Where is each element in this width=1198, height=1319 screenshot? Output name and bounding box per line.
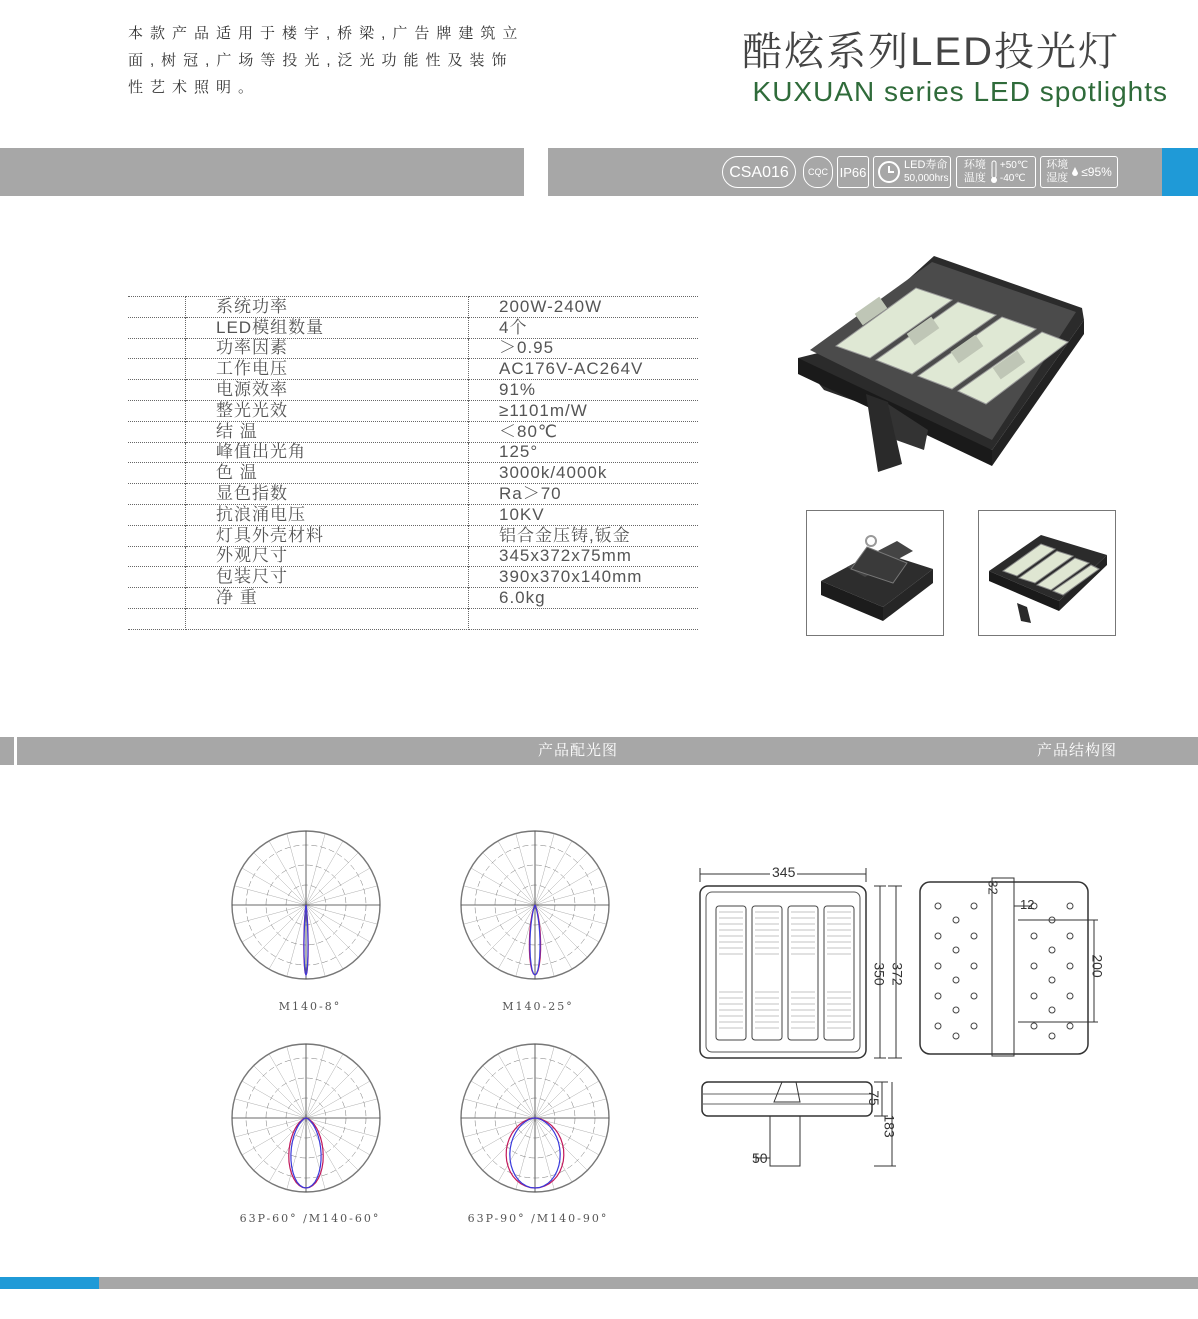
life-label: LED寿命 xyxy=(904,159,948,171)
spec-label: 净 重 xyxy=(186,588,469,609)
dim-12: 12 xyxy=(1020,897,1035,912)
spec-value: 10KV xyxy=(469,504,699,525)
spec-spacer xyxy=(128,359,186,380)
product-photo-main xyxy=(796,254,1090,480)
spec-label: 系统功率 xyxy=(186,297,469,318)
spec-spacer xyxy=(128,297,186,318)
page-title: 酷炫系列LED投光灯 xyxy=(742,30,1120,74)
life-value: 50,000hrs xyxy=(904,173,949,184)
polar-caption-4: 63P-90° /M140-90° xyxy=(467,1212,609,1225)
dim-372: 372 xyxy=(889,962,906,986)
spec-value: 390x370x140mm xyxy=(469,567,699,588)
spec-label: 功率因素 xyxy=(186,338,469,359)
spec-label: 工作电压 xyxy=(186,359,469,380)
intro-text: 本款产品适用于楼宇,桥梁,广告牌建筑立面,树冠,广场等投光,泛光功能性及装饰性艺术照明。 xyxy=(128,25,525,96)
header-bar-accent xyxy=(1162,148,1198,196)
clock-icon xyxy=(877,160,901,184)
spec-value: ≥1101m/W xyxy=(469,400,699,421)
temp-label: 环境 温度 xyxy=(963,159,986,184)
spec-value: AC176V-AC264V xyxy=(469,359,699,380)
spec-label: 灯具外壳材料 xyxy=(186,525,469,546)
spec-value: Ra＞70 xyxy=(469,484,699,505)
spec-label: 显色指数 xyxy=(186,484,469,505)
spec-value: 3000k/4000k xyxy=(469,463,699,484)
temp-low: -40℃ xyxy=(999,173,1026,184)
dim-350: 350 xyxy=(871,962,888,986)
droplet-icon xyxy=(1072,167,1078,177)
spec-row xyxy=(128,588,698,609)
polar-caption-2: M140-25° xyxy=(502,1000,574,1013)
spec-row xyxy=(128,297,698,318)
spec-spacer xyxy=(128,421,186,442)
polar-diagram-4 xyxy=(445,1028,625,1208)
spec-row xyxy=(128,421,698,442)
header-bar-left xyxy=(0,148,524,196)
spec-spacer xyxy=(128,546,186,567)
spec-label: 外观尺寸 xyxy=(186,546,469,567)
spec-row xyxy=(128,484,698,505)
spec-row xyxy=(128,400,698,421)
polar-diagram-3 xyxy=(216,1028,396,1208)
spec-value: 6.0kg xyxy=(469,588,699,609)
section-bar-left xyxy=(0,737,14,765)
temp-high: +50℃ xyxy=(999,160,1029,171)
spec-label: 整光光效 xyxy=(186,400,469,421)
humidity-badge xyxy=(1040,156,1118,188)
spec-table xyxy=(128,296,698,630)
spec-row xyxy=(128,463,698,484)
dim-75: 75 xyxy=(865,1090,882,1106)
section-title-structure: 产品结构图 xyxy=(1037,742,1118,759)
dim-32: 32 xyxy=(985,880,1001,895)
spec-value: 91% xyxy=(469,380,699,401)
dim-183: 183 xyxy=(881,1114,898,1138)
spec-spacer xyxy=(128,567,186,588)
thermometer-icon xyxy=(990,160,998,184)
spec-row xyxy=(128,338,698,359)
spec-spacer xyxy=(128,442,186,463)
polar-caption-1: M140-8° xyxy=(278,1000,342,1013)
spec-spacer xyxy=(128,380,186,401)
product-photo-front xyxy=(978,510,1116,636)
humidity-value: ≤95% xyxy=(1081,164,1112,179)
polar-caption-3: 63P-60° /M140-60° xyxy=(239,1212,381,1225)
spec-spacer xyxy=(128,504,186,525)
spec-value: 铝合金压铸,钣金 xyxy=(469,525,699,546)
spec-label: 电源效率 xyxy=(186,380,469,401)
spec-label: 色 温 xyxy=(186,463,469,484)
csa-badge: CSA016 xyxy=(722,156,796,188)
spec-row xyxy=(128,546,698,567)
spec-label: LED模组数量 xyxy=(186,317,469,338)
spec-label: 包装尺寸 xyxy=(186,567,469,588)
structure-back-view xyxy=(918,876,1100,1058)
spec-row xyxy=(128,359,698,380)
spec-row xyxy=(128,567,698,588)
spec-row xyxy=(128,317,698,338)
temp-badge xyxy=(956,156,1036,188)
dim-345: 345 xyxy=(772,864,796,880)
product-photo-side xyxy=(806,510,944,636)
spec-value: 345x372x75mm xyxy=(469,546,699,567)
polar-diagram-1 xyxy=(216,815,396,995)
spec-value: ＞0.95 xyxy=(469,338,699,359)
spec-label: 峰值出光角 xyxy=(186,442,469,463)
spec-value: ＜80℃ xyxy=(469,421,699,442)
cqc-badge: CQC xyxy=(803,156,833,188)
spec-spacer xyxy=(128,484,186,505)
spec-spacer xyxy=(128,317,186,338)
footer-bar-accent xyxy=(0,1277,99,1289)
spec-spacer xyxy=(128,463,186,484)
ip-badge: IP66 xyxy=(837,156,869,188)
footer-bar xyxy=(99,1277,1198,1289)
spec-value: 125° xyxy=(469,442,699,463)
dim-200: 200 xyxy=(1089,954,1106,978)
page-subtitle: KUXUAN series LED spotlights xyxy=(752,76,1168,107)
spec-value: 4个 xyxy=(469,317,699,338)
spec-spacer xyxy=(128,525,186,546)
section-title-light: 产品配光图 xyxy=(538,742,619,759)
dim-50: 50 xyxy=(752,1150,768,1166)
spec-spacer xyxy=(128,400,186,421)
spec-row xyxy=(128,504,698,525)
spec-row-empty xyxy=(128,608,698,629)
spec-label: 结 温 xyxy=(186,421,469,442)
spec-row xyxy=(128,380,698,401)
spec-spacer xyxy=(128,338,186,359)
life-badge xyxy=(873,156,951,188)
spec-label: 抗浪涌电压 xyxy=(186,504,469,525)
spec-value: 200W-240W xyxy=(469,297,699,318)
spec-row xyxy=(128,442,698,463)
polar-diagram-2 xyxy=(445,815,625,995)
humidity-label: 环境 湿度 xyxy=(1046,159,1069,184)
spec-row xyxy=(128,525,698,546)
spec-spacer xyxy=(128,588,186,609)
